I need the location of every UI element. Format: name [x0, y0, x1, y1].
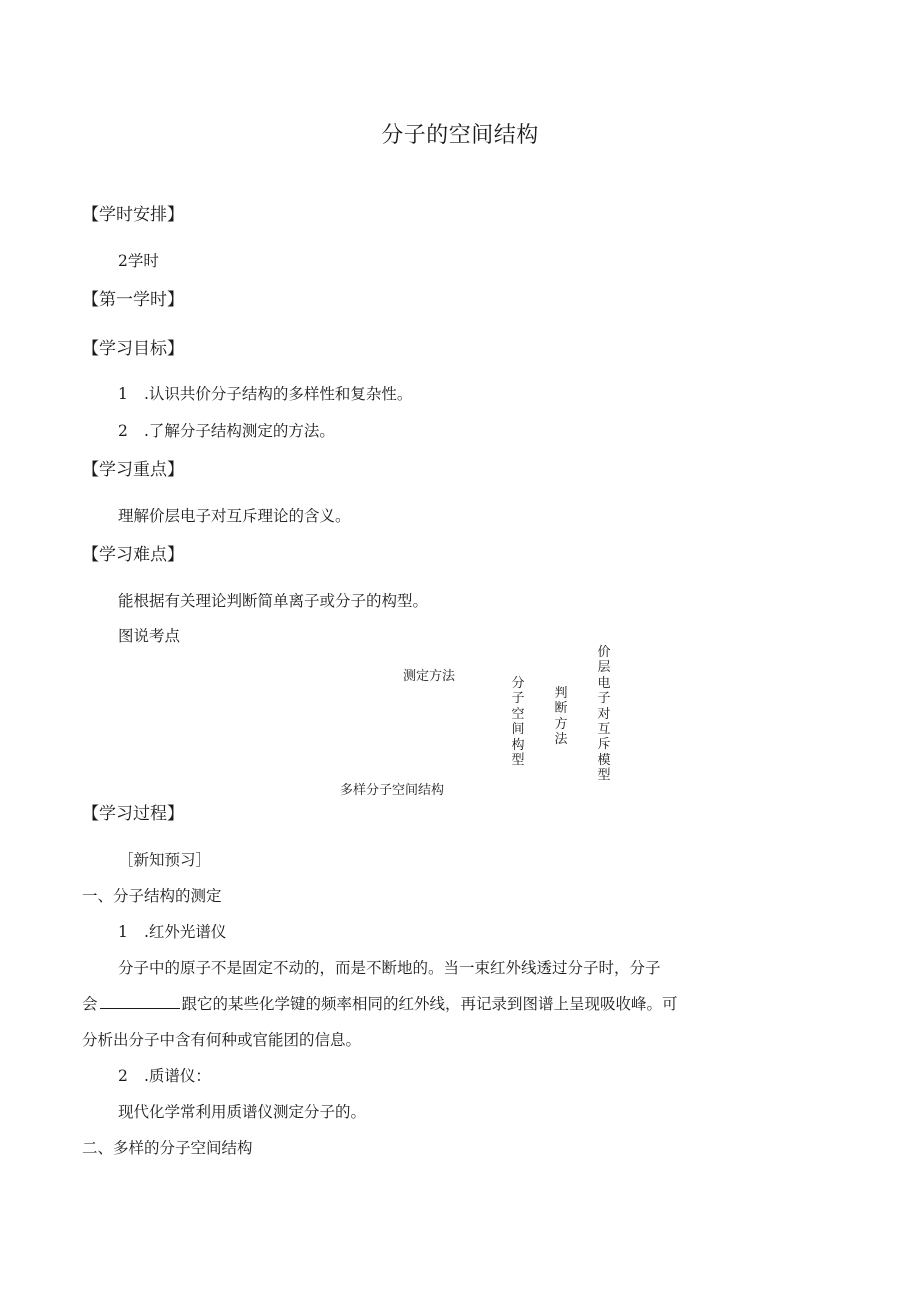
figure-vsepr-model: 价层电子对互斥模型	[597, 645, 611, 784]
figure-caption: 图说考点	[118, 627, 181, 645]
goal-item-2	[118, 419, 335, 441]
paragraph-1-line-2-start: 会	[82, 995, 98, 1013]
page-title: 分子的空间结构	[381, 123, 539, 148]
key-heading: 【学习重点】	[82, 460, 184, 480]
item-1-text: .红外光谱仪	[144, 923, 227, 941]
paragraph-1-line-3: 分析出分子中含有何种或官能团的信息。	[82, 1031, 362, 1049]
figure-judge-method: 判断方法	[554, 686, 568, 748]
goal-item-1	[118, 382, 412, 404]
part-1-heading: 一、分子结构的测定	[82, 887, 222, 905]
goal-2-number: 2	[118, 422, 128, 440]
paragraph-1-line-1: 分子中的原子不是固定不动的，而是不断地的。当一束红外线透过分子时，分子	[118, 959, 661, 977]
goal-1-number: 1	[118, 385, 128, 403]
difficulty-text: 能根据有关理论判断简单离子或分子的构型。	[118, 592, 429, 610]
key-text: 理解价层电子对互斥理论的含义。	[118, 507, 351, 525]
goals-heading: 【学习目标】	[82, 339, 184, 359]
fill-in-blank[interactable]	[100, 994, 180, 1009]
paragraph-1-line-2	[82, 992, 678, 1014]
item-2-text: .质谱仪：	[144, 1067, 211, 1085]
paragraph-1-line-2-end: 跟它的某些化学键的频率相同的红外线，再记录到图谱上呈现吸收峰。可	[181, 995, 678, 1013]
figure-measure-method: 测定方法	[403, 669, 456, 684]
difficulty-heading: 【学习难点】	[82, 545, 184, 565]
part-2-heading: 二、多样的分子空间结构	[82, 1139, 253, 1157]
goal-1-text: .认识共价分子结构的多样性和复杂性。	[144, 385, 413, 403]
figure-diverse-structures: 多样分子空间结构	[340, 783, 445, 798]
schedule-heading: 【学时安排】	[82, 205, 184, 225]
process-heading: 【学习过程】	[82, 804, 184, 824]
figure-spatial-configuration: 分子空间构型	[511, 676, 525, 769]
preview-label: ［新知预习］	[118, 851, 212, 869]
paragraph-2: 现代化学常利用质谱仪测定分子的。	[118, 1103, 367, 1121]
item-1	[118, 920, 226, 942]
goal-2-text: .了解分子结构测定的方法。	[144, 422, 335, 440]
item-1-number: 1	[118, 923, 128, 941]
schedule-value: 2学时	[118, 252, 159, 270]
item-2	[118, 1064, 211, 1086]
first-period-heading: 【第一学时】	[82, 290, 184, 310]
item-2-number: 2	[118, 1067, 128, 1085]
